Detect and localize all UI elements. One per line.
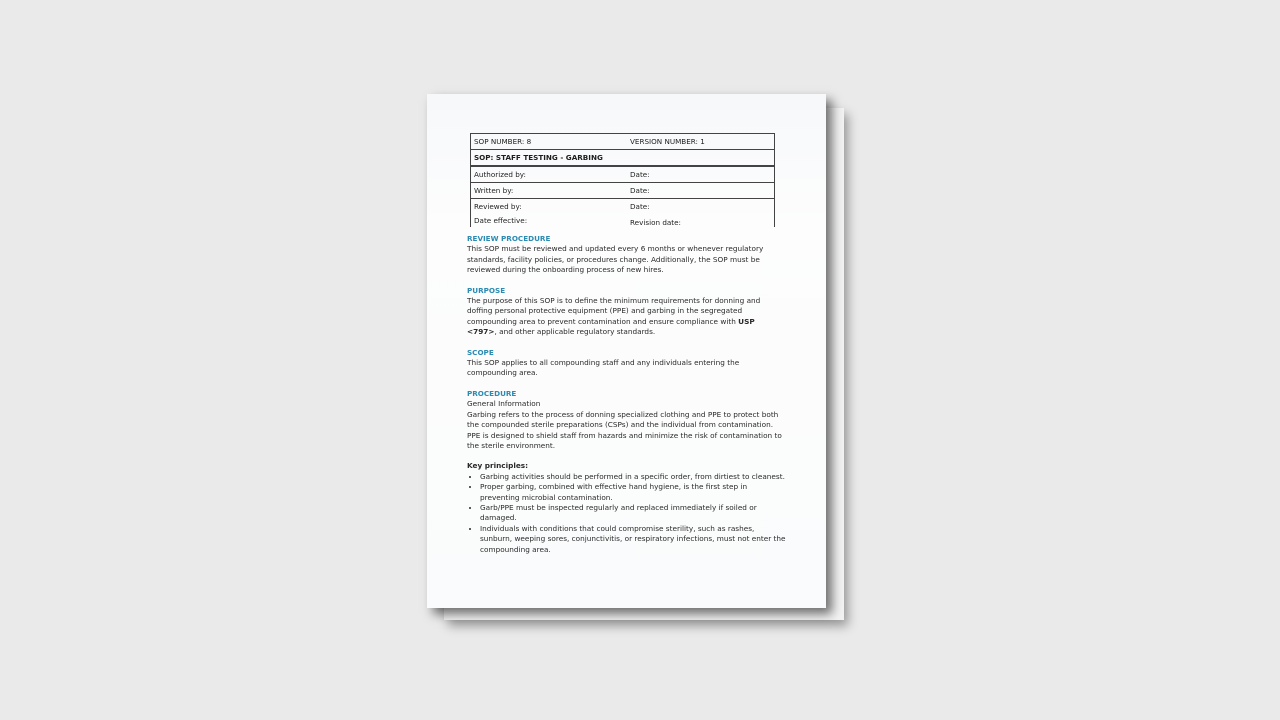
scope-text: This SOP applies to all compounding staff and any individuals entering the compounding area. <box>467 358 740 378</box>
list-item: • Individuals with conditions that could compromise sterility, such as rashes, sunburn, weeping sores, conjunctivitis, or respiratory infections, must not enter the compounding area. <box>480 524 787 555</box>
document-page <box>427 94 826 608</box>
sop-number-cell: SOP NUMBER: 8 <box>471 134 628 150</box>
purpose-text-after: , and other applicable regulatory standards. <box>494 327 656 337</box>
general-information-subheading: General Information <box>467 399 541 409</box>
authorized-date-cell: Date: <box>627 166 775 183</box>
date-effective-label: Date effective: <box>474 216 528 225</box>
purpose-heading: PURPOSE <box>467 285 506 295</box>
procedure-heading: PROCEDURE <box>467 388 517 398</box>
scope-heading: SCOPE <box>467 347 494 357</box>
sop-header-table <box>470 133 775 227</box>
list-item: • Garb/PPE must be inspected regularly and replaced immediately if soiled or damaged. <box>480 503 787 524</box>
document-body <box>467 234 787 555</box>
reviewed-by-label: Reviewed by: <box>474 202 522 211</box>
purpose-text <box>467 296 787 338</box>
review-procedure-heading: REVIEW PROCEDURE <box>467 234 551 243</box>
sop-title-cell: SOP: STAFF TESTING - GARBING <box>471 150 775 167</box>
version-number-cell: VERSION NUMBER: 1 <box>627 134 775 150</box>
list-item: • Proper garbing, combined with effective hand hygiene, is the first step in preventing microbial contamination. <box>480 482 787 503</box>
review-procedure-text: This SOP must be reviewed and updated every 6 months or whenever regulatory standards, facility policies, or procedures change. Additionally, the SOP must be reviewed during the onboarding process of new hires. <box>467 244 764 275</box>
revision-date-label: Revision date: <box>630 218 681 227</box>
reviewed-effective-cell <box>471 199 628 228</box>
key-principles-list <box>467 472 787 555</box>
purpose-usp-reference: USP <797> <box>467 316 755 337</box>
written-date-cell: Date: <box>627 183 775 199</box>
written-by-cell: Written by: <box>471 183 628 199</box>
authorized-by-cell: Authorized by: <box>471 166 628 183</box>
review-revision-date-cell <box>627 199 775 228</box>
list-item: • Garbing activities should be performed in a specific order, from dirtiest to cleanest. <box>480 472 787 482</box>
reviewed-date-label: Date: <box>630 202 650 211</box>
procedure-text: Garbing refers to the process of donning specialized clothing and PPE to protect both the compounded sterile preparations (CSPs) and the individual from contamination. PPE is designed to shield staff from hazards and minimize the risk of contamination to the sterile environment. <box>467 409 782 450</box>
key-principles-heading: Key principles: <box>467 461 529 471</box>
purpose-text-before: The purpose of this SOP is to define the minimum requirements for donning and doffing personal protective equipment (PPE) and garbing in the segregated compounding area to prevent contamination and ensure compliance with <box>467 296 761 326</box>
